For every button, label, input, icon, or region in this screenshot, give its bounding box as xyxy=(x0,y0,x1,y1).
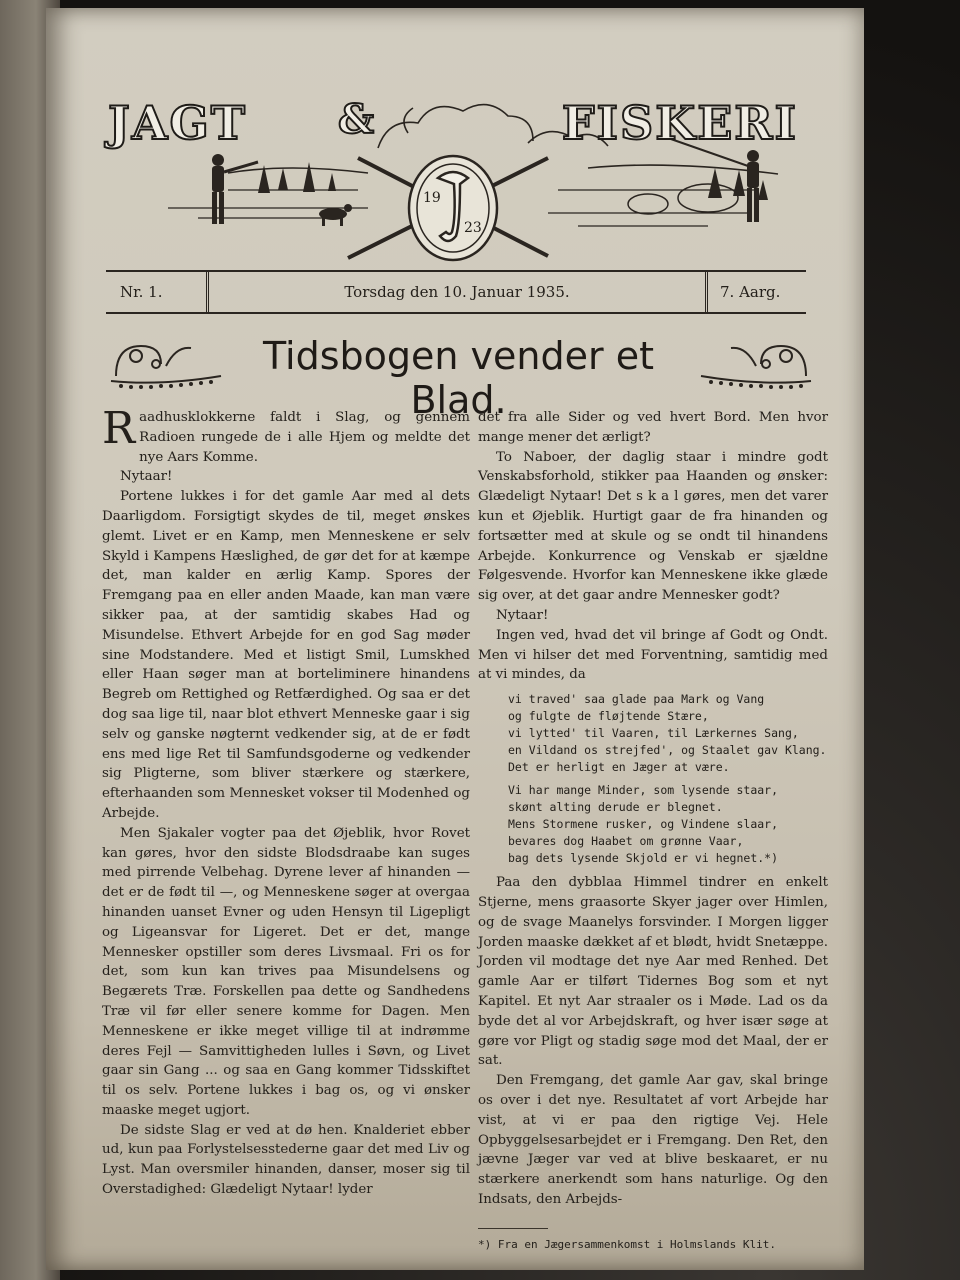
article-paragraph: Nytaar! xyxy=(496,607,549,623)
logo-year-right: 23 xyxy=(464,220,482,236)
headline-row xyxy=(106,326,811,422)
paragraph-text: aadhusklokkerne faldt i Slag, og gennem Radioen rungede de i alle Hjem og meldte det nye Aars Komme. xyxy=(139,410,470,465)
article-paragraph: To Naboer, der daglig staar i mindre godt Venskabsforhold, stikker paa Haanden og ønsker: Glædeligt Nytaar! Det s k a l gøres, men det varer kun et Øjeblik. Hurtigt gaar de fra hinanden og fortsætter med at skule og se ondt til hinandens Arbejde. Konkurrence og Venskab er sjældne Følgesvende. Hvorfor kan Menneskene ikke glæde sig over, at det gaar andre Mennesker godt? xyxy=(478,449,828,604)
article-paragraph: Men Sjakaler vogter paa det Øjeblik, hvor Rovet kan gøres, hvor den sidste Blodsdraabe kan suges med pirrende Velbehag. Dyrene lever af hinanden — det er de født til —, og Menneskene søger at overgaa hinanden uanset Evner og uden Hensyn til Ligepligt og Ligeansvar for Ligeret. Det er det, mange Mennesker opstiller som deres Livsmaal. Fri os for det, som kun kan trives paa Misundelsens og Begærets Træ. Forskellen paa dette og Sandhedens Træ vil før eller senere komme for Dagen. Men Menneskene er ikke meget villige til at indrømme deres Fejl — Samvittigheden lulles i Søvn, og Livet gaar sin Gang ... og saa en Gang kommer Tidsskiftet til os selv. Portene lukkes i bag os, og vi ønsker maaske meget ugjort. xyxy=(102,825,470,1118)
issue-date: Torsdag den 10. Januar 1935. xyxy=(344,283,570,301)
poem-line: Vi har mange Minder, som lysende staar, xyxy=(508,783,779,798)
article-paragraph: Portene lukkes i for det gamle Aar med al dets Daarligdom. Forsigtigt skydes de til, meget ønskes glemt. Livet er en Kamp, men Menneskene er selv Skyld i Kampens Hæslighed, de gør det for at kæmpe det, man kalder en ærlig Kamp. Spores der Fremgang paa en eller anden Maade, kan man være sikker paa, at der samtidig skabes Had og Misundelse. Ethvert Arbejde for en god Sag møder sine Modstandere. Med et listigt Smil, Lumskhed eller Haan søger man at borteliminere hinandens Begreb om Rettighed og Retfærdighed. Og saa er det dog saa lige til, naar blot ethvert Menneske gaar i sig selv og ganske nøgternt vedkender sig, at de er født ens med lige Ret til Samfundsgoderne og vedkender sig Pligterne, som bliver stærkere og stærkere, efterhaanden som Mennesket vokser til Modenhed og Arbejde. xyxy=(102,489,470,821)
masthead-ampersand: & xyxy=(338,96,375,143)
poem-line: vi traved' saa glade paa Mark og Vang xyxy=(508,692,765,707)
article-paragraph: De sidste Slag er ved at dø hen. Knalderiet ebber ud, kun paa Forlystelsesstederne gaar det med Liv og Lyst. Man oversmiler hinanden, danser, moser sig til Overstadighed: Glædeligt Nytaar! lyder xyxy=(102,1122,470,1198)
poem-line: Det er herligt en Jæger at være. xyxy=(508,760,730,775)
poem-line: bevares dog Haabet om grønne Vaar, xyxy=(508,834,744,849)
poem-line: vi lytted' til Vaaren, til Lærkernes Sang, xyxy=(508,726,799,741)
poem-line: Mens Stormene rusker, og Vindene slaar, xyxy=(508,817,779,832)
poem-line: bag dets lysende Skjold er vi hegnet.*) xyxy=(508,851,779,866)
poem-line: skønt alting derude er blegnet. xyxy=(508,800,723,815)
drop-cap: R xyxy=(102,403,136,454)
poem-line: og fulgte de fløjtende Stære, xyxy=(508,709,709,724)
article-column-2 xyxy=(478,408,828,1255)
issue-number: Nr. 1. xyxy=(106,272,209,312)
article-paragraph: Ingen ved, hvad det vil bringe af Godt og Ondt. Men vi hilser det med Forventning, samtidig med at vi mindes, da xyxy=(478,627,828,683)
article-paragraph: Nytaar! xyxy=(120,469,173,485)
poem-stanza-2 xyxy=(508,782,828,867)
masthead xyxy=(108,78,798,268)
article-column-1 xyxy=(102,403,470,1200)
issue-volume: 7. Aarg. xyxy=(705,272,806,312)
footnote-rule xyxy=(478,1228,548,1229)
poem-line: en Vildand os strejfed', og Staalet gav Klang. xyxy=(508,743,827,758)
masthead-title-fiskeri: FISKERI xyxy=(561,96,798,150)
logo-year-left: 19 xyxy=(423,190,441,206)
article-paragraph: Paa den dybblaa Himmel tindrer en enkelt Stjerne, mens graasorte Skyer jager over Himlen, og de svage Maanelys forsvinder. I Morgen ligger Jorden maaske dækket af et blødt, hvidt Snetæppe. Jorden vil modtage det nye Aar med Renhed. Det gamle Aar er tilført Tidernes Bog som et nyt Kapitel. Et nyt Aar straaler os i Møde. Lad os da byde det al vor Arbejdskraft, og hver især søge at gøre vor Pligt og stadig søge mod det Maal, der er sat. xyxy=(478,875,828,1069)
issue-info-bar xyxy=(106,270,806,314)
article-paragraph: det fra alle Sider og ved hvert Bord. Men hvor mange mener det ærligt? xyxy=(478,410,828,445)
article-paragraph: Den Fremgang, det gamle Aar gav, skal bringe os over i det nye. Resultatet af vort Arbejde har vist, at vi er paa den rigtige Vej. Hele Opbyggelsesarbejdet er i Fremgang. Den Ret, den jævne Jæger var ved at blive beskaaret, er nu stærkere anerkendt som hans naturlige. Og den Indsats, den Arbejds- xyxy=(478,1073,828,1207)
masthead-title-jagt: JAGT xyxy=(108,96,247,150)
poem-stanza-1 xyxy=(508,691,828,776)
headline: Tidsbogen vender et Blad. xyxy=(263,334,654,422)
poem xyxy=(508,691,828,867)
article-paragraph xyxy=(102,403,470,467)
newspaper-page xyxy=(46,8,864,1270)
left-ornament xyxy=(106,326,226,396)
footnote: *) Fra en Jægersammenkomst i Holmslands Klit. xyxy=(478,1237,777,1251)
right-ornament xyxy=(696,326,816,396)
